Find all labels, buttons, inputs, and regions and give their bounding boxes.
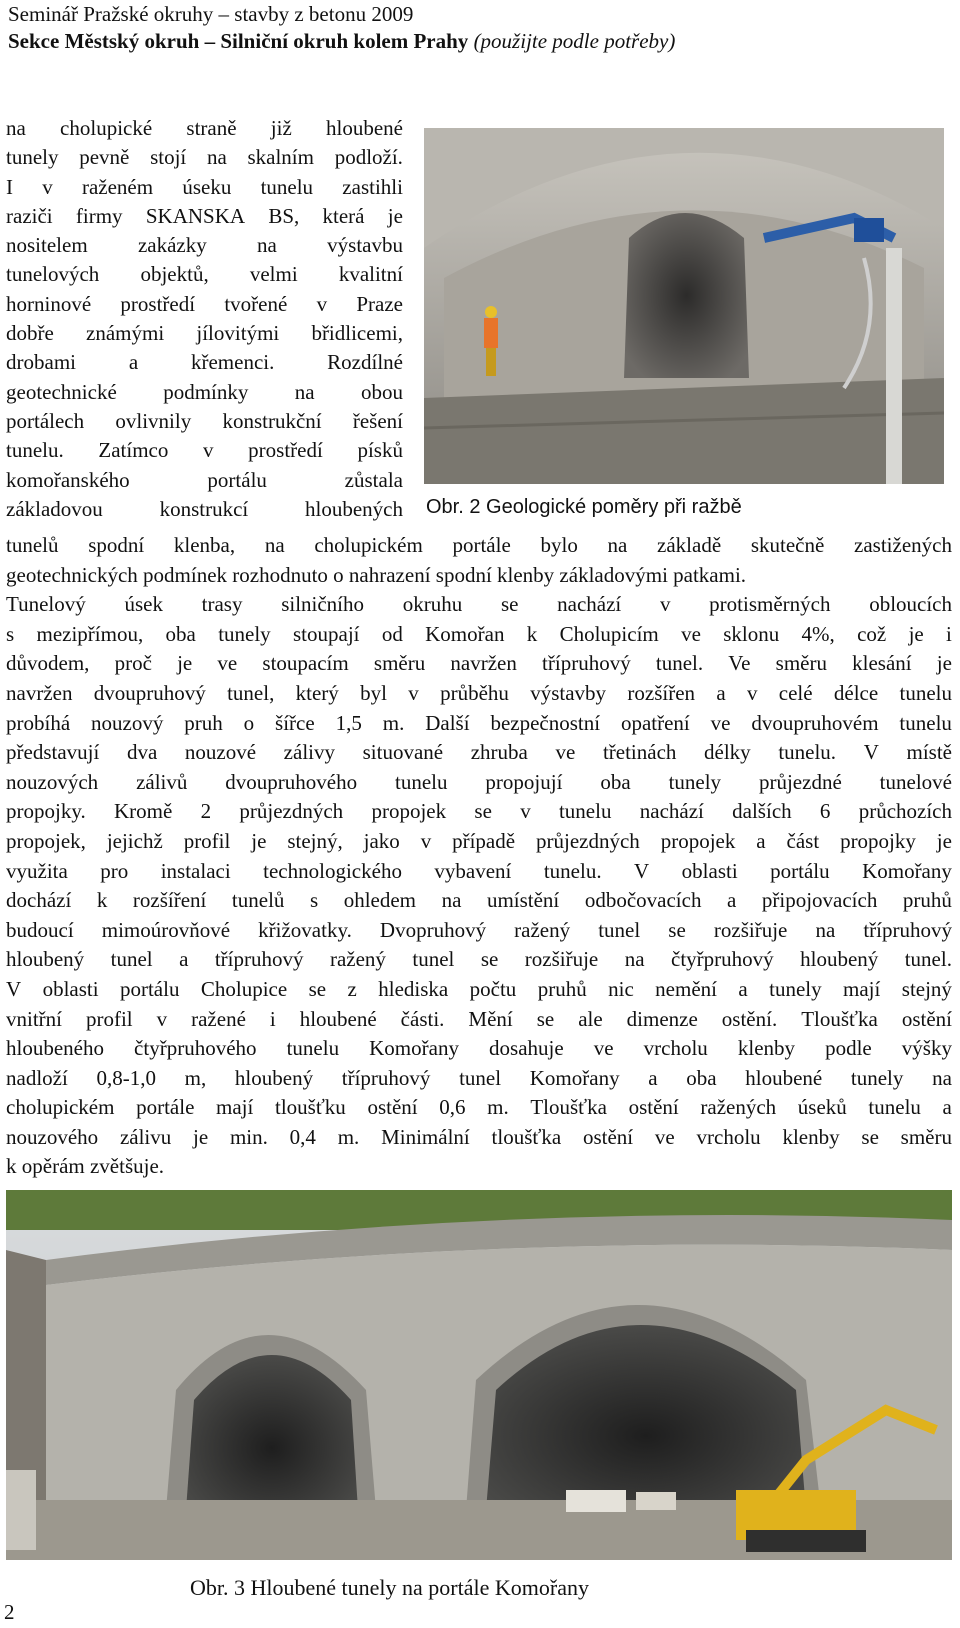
figure-2-caption: Obr. 2 Geologické poměry při ražbě [426, 496, 742, 518]
text-line: komořanského portálu zůstala [6, 467, 403, 492]
text-line: I v raženém úseku tunelu zastihli [6, 174, 403, 199]
page-header [8, 0, 948, 54]
text-line: hloubeného čtyřpruhového tunelu Komořany dosahuje ve vrcholu klenby podle výšky [6, 1036, 952, 1061]
text-line: V oblasti portálu Cholupice se z hlediska počtu pruhů nic nemění a tunely mají stejný [6, 976, 952, 1001]
text-line: základovou konstrukcí hloubených [6, 496, 403, 521]
text-line: představují dva nouzové zálivy situované zhruba ve třetinách délky tunelu. V místě [6, 740, 952, 765]
text-line: budoucí mimoúrovňové křižovatky. Dvopruhový ražený tunel se rozšiřuje na třípruhový [6, 917, 952, 942]
text-line: na cholupické straně již hloubené [6, 116, 403, 140]
text-line: hloubený tunel a třípruhový ražený tunel se rozšiřuje na čtyřpruhový hloubený tunel. [6, 947, 952, 972]
text-line: geotechnických podmínek rozhodnuto o nahrazení spodní klenby základovými patkami. [6, 562, 747, 587]
text-line: navržen dvoupruhový tunel, který byl v průběhu výstavby rozšířen a v celé délce tunelu [6, 680, 952, 705]
text-line: tunelu. Zatímco v prostředí písků [6, 438, 403, 463]
text-line: dochází k rozšíření tunelů s ohledem na umístění odbočovacích a připojovacích pruhů [6, 888, 952, 913]
text-line: důvodem, proč je ve stoupacím směru navržen třípruhový tunel. Ve směru klesání je [6, 651, 952, 676]
tunnel-excavation-photo [424, 128, 944, 484]
text-line: dobře známými jílovitými břidlicemi, [6, 321, 403, 346]
wrapped-paragraph [6, 114, 403, 524]
text-line: s mezipřímou, oba tunely stoupají od Komořan k Cholupicím ve sklonu 4%, což je i [6, 621, 952, 646]
text-line: horninové prostředí tvořené v Praze [6, 291, 403, 316]
text-line: nadloží 0,8-1,0 m, hloubený třípruhový tunel Komořany a oba hloubené tunely na [6, 1065, 952, 1090]
text-line: vnitřní profil v ražené i hloubené části. Mění se ale dimenze ostění. Tloušťka ostění [6, 1006, 952, 1031]
text-line: nouzového zálivu je min. 0,4 m. Minimální tloušťka ostění ve vrcholu klenby se směru [6, 1124, 952, 1149]
text-line: raziči firmy SKANSKA BS, která je [6, 203, 403, 228]
page-number: 2 [4, 1600, 15, 1624]
text-line: drobami a křemenci. Rozdílné [6, 350, 403, 375]
text-line: portálech ovlivnily konstrukční řešení [6, 408, 403, 433]
tunnel-portal-photo [6, 1190, 952, 1560]
text-line: využita pro instalaci technologického vybavení tunelu. V oblasti portálu Komořany [6, 858, 952, 883]
text-line: tunelů spodní klenba, na cholupickém portále bylo na základě skutečně zastižených [6, 533, 952, 557]
text-line: k opěrám zvětšuje. [6, 1154, 165, 1179]
text-line: propojky. Kromě 2 průjezdných propojek se v tunelu nachází dalších 6 průchozích [6, 799, 952, 824]
text-line: tunely pevně stojí na skalním podloží. [6, 145, 403, 170]
text-line: nouzových zálivů dvoupruhového tunelu propojují oba tunely průjezdné tunelové [6, 769, 952, 794]
text-line: probíhá nouzový pruh o šířce 1,5 m. Další bezpečnostní opatření ve dvoupruhovém tunelu [6, 710, 952, 735]
text-line: cholupickém portále mají tloušťku ostění 0,6 m. Tloušťka ostění ražených úseků tunelu a [6, 1095, 952, 1120]
text-line: nositelem zakázky na výstavbu [6, 233, 403, 258]
header-section-note: (použijte podle potřeby) [473, 29, 676, 53]
figure-3-caption: Obr. 3 Hloubené tunely na portále Komořany [190, 1575, 589, 1600]
main-paragraph [6, 531, 952, 1182]
header-section-bold: Sekce Městský okruh – Silniční okruh kolem Prahy [8, 29, 469, 53]
text-line: Tunelový úsek trasy silničního okruhu se nachází v protisměrných obloucích [6, 592, 952, 617]
header-section-title [8, 28, 948, 54]
text-line: geotechnické podmínky na obou [6, 379, 403, 404]
text-line: propojek, jejichž profil je stejný, jako v případě průjezdných propojek a část propojky je [6, 828, 952, 853]
header-seminar-title: Seminář Pražské okruhy – stavby z betonu 2009 [8, 2, 414, 26]
text-line: tunelových objektů, velmi kvalitní [6, 262, 403, 287]
